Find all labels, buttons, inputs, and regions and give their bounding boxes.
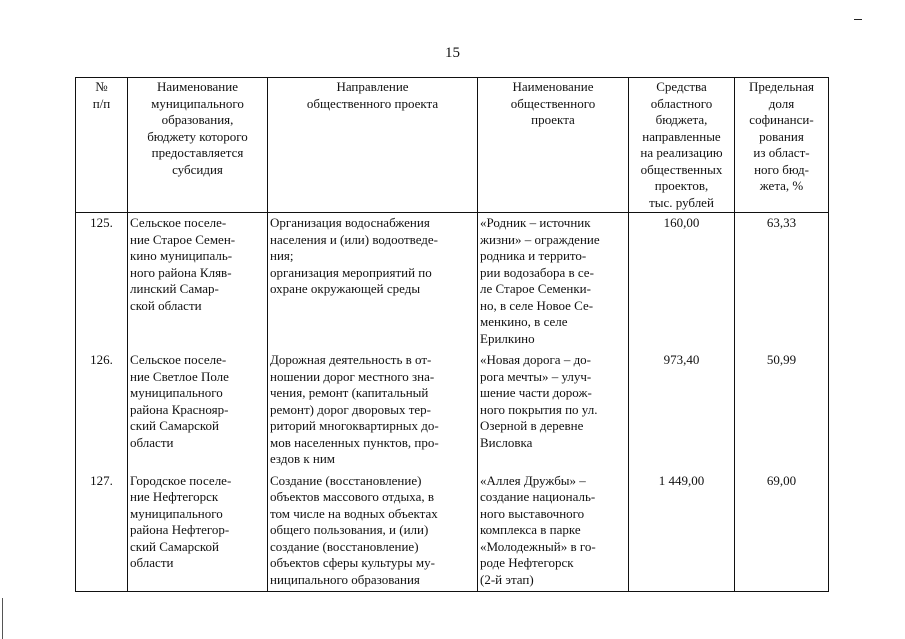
cell-line: мов населенных пунктов, про- [270,434,439,450]
cell-line: бюджету которого [147,128,248,144]
cell-line: охране окружающей среды [270,281,421,296]
cell-line: менкино, в селе [480,314,568,329]
cell-line: направленные [642,128,721,144]
cell-line: создание (восстановление) [270,538,419,554]
row-number: 125. [76,213,128,351]
cell-line: Ерилкино [480,330,535,346]
direction-cell [268,471,478,592]
share-cell: 50,99 [735,350,829,471]
cell-line: муниципального [130,505,223,521]
cell-line: рования [759,128,804,144]
cell-line: ного покрытия по ул. [480,401,598,417]
cell-line: населения и (или) водоотведе- [270,231,439,247]
funds-cell: 1 449,00 [629,471,735,592]
cell-line: Наименование [512,79,594,94]
row-number: 126. [76,350,128,471]
cell-line: чения, ремонт (капитальный [270,385,429,400]
cell-line: бюджета, [655,112,708,127]
cell-line: ного района Кляв- [130,264,232,280]
cell-line: общественных [640,161,723,177]
header-municipality [128,78,268,213]
cell-line: организация мероприятий по [270,264,432,280]
cell-line: из област- [753,145,810,160]
cell-line: п/п [92,95,111,111]
cell-line: № [95,79,108,94]
cell-line: родника и террито- [480,248,587,263]
cell-line: «Молодежный» в го- [480,538,596,554]
cell-line: ремонт) дорог дворовых тер- [270,401,431,417]
cell-line: тыс. рублей [649,194,714,210]
cell-line: «Новая дорога – до- [480,352,592,367]
cell-line: ного выставочного [480,505,585,521]
cell-line: проектов, [654,178,709,193]
cell-line: ние Светлое Поле [130,368,229,384]
direction-cell [268,213,478,351]
header-share [735,78,829,213]
cell-line: предоставляется [151,145,244,160]
cell-line: «Аллея Дружбы» – [480,472,586,488]
cell-line: ской области [130,297,202,313]
cell-line: рии водозабора в се- [480,264,594,280]
cell-line: Создание (восстановление) [270,472,422,488]
cell-line: Дорожная деятельность в от- [270,352,432,367]
cell-line: муниципального [151,95,244,111]
cell-line: муниципального [130,385,223,400]
cell-line: но, в селе Новое Се- [480,297,594,313]
cell-line: рога мечты» – улуч- [480,368,592,384]
cell-line: роде Нефтегорск [480,555,574,570]
cell-line: линский Самар- [130,281,219,296]
scan-mark-top [854,19,862,20]
cell-line: объектов сферы культуры му- [270,555,435,570]
subsidy-table [75,77,829,592]
header-direction [268,78,478,213]
cell-line: Средства [656,79,707,94]
scan-mark-left [2,598,3,639]
funds-cell: 973,40 [629,350,735,471]
cell-line: кино муниципаль- [130,248,233,263]
cell-line: Наименование [157,79,238,94]
header-funds [629,78,735,213]
cell-line: том числе на водных объектах [270,505,438,521]
cell-line: Организация водоснабжения [270,215,430,230]
share-cell: 63,33 [735,213,829,351]
funds-cell: 160,00 [629,213,735,351]
cell-line: областного [650,95,713,111]
table-row [76,471,829,592]
cell-line: доля [768,95,795,111]
table-row [76,350,829,471]
cell-line: Сельское поселе- [130,352,227,367]
cell-line: ле Старое Семенки- [480,281,591,296]
cell-line: ский Самарской [130,538,219,554]
cell-line: объектов массового отдыха, в [270,489,435,504]
cell-line: области [130,434,174,450]
cell-line: ние Старое Семен- [130,231,236,247]
cell-line: проекта [531,112,575,127]
page-number: 15 [445,45,460,61]
cell-line: комплекса в парке [480,522,581,537]
cell-line: (2-й этап) [480,571,534,587]
header-number [76,78,128,213]
cell-line: «Родник – источник [480,215,591,230]
municipality-cell [128,213,268,351]
cell-line: Предельная [749,79,814,94]
cell-line: общественного проекта [306,95,439,111]
municipality-cell [128,350,268,471]
cell-line: ние Нефтегорск [130,489,219,504]
cell-line: ния; [270,248,294,263]
cell-line: шение части дорож- [480,385,592,400]
cell-line: ниципального образования [270,571,420,587]
row-number: 127. [76,471,128,592]
municipality-cell [128,471,268,592]
cell-line: Сельское поселе- [130,215,227,230]
cell-line: Озерной в деревне [480,418,584,433]
project-cell [478,350,629,471]
share-cell: 69,00 [735,471,829,592]
cell-line: области [130,555,174,570]
cell-line: жизни» – ограждение [480,231,600,247]
project-cell [478,471,629,592]
cell-line: образования, [161,112,234,127]
header-project [478,78,629,213]
direction-cell [268,350,478,471]
cell-line: ношении дорог местного зна- [270,368,435,384]
cell-line: субсидия [172,161,223,177]
cell-line: общественного [510,95,596,111]
cell-line: на реализацию [640,145,723,160]
cell-line: общего пользования, и (или) [270,522,429,537]
table-header-row [76,78,829,213]
cell-line: ного бюд- [754,161,809,177]
cell-line: жета, % [759,178,804,193]
cell-line: Городское поселе- [130,472,232,488]
table-row [76,213,829,351]
cell-line: района Краснояр- [130,401,229,417]
cell-line: ский Самарской [130,418,219,433]
cell-line: софинанси- [749,112,814,127]
cell-line: создание националь- [480,489,596,504]
cell-line: ездов к ним [270,451,336,466]
project-cell [478,213,629,351]
cell-line: риторий многоквартирных до- [270,418,439,433]
cell-line: района Нефтегор- [130,522,230,537]
cell-line: Направление [336,79,409,94]
cell-line: Висловка [480,434,533,450]
